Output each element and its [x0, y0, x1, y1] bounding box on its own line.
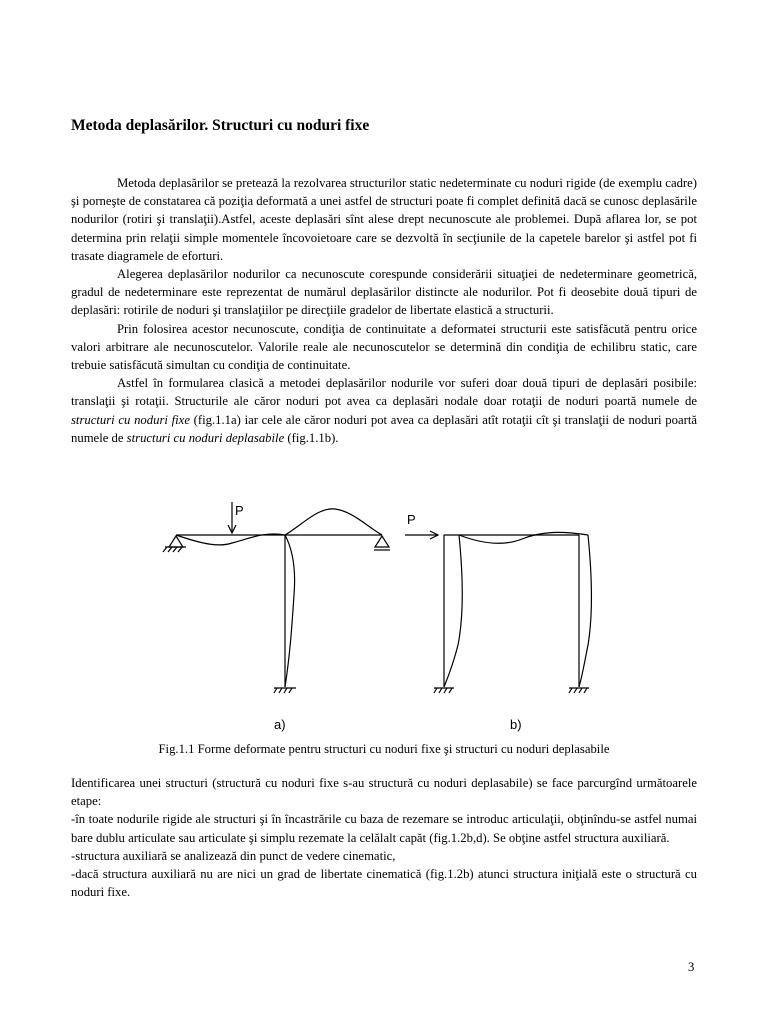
frame-b: [405, 531, 591, 693]
deformed-right-column-b: [579, 535, 591, 687]
deformed-left-column-b: [444, 535, 462, 687]
list-item: -în toate nodurile rigide ale structuri şi în încastrările cu baza de rezemare se introduc articulaţii, obţinîndu-se astfel numai bare dublu articulate sau articulate şi simplu rezemate la celălalt capăt (fig.1.2b,d). Se obţine astfel structura auxiliară.: [71, 812, 697, 845]
frame-a: [163, 502, 390, 693]
paragraph: Alegerea deplasărilor nodurilor ca necunoscute corespunde considerării situaţiei de nedeterminare geometrică, gradul de nedeterminare este reprezentat de numărul deplasărilor distincte ale nodurilor. Pot fi deosebite două tipuri de deplasări: rotirile de noduri şi translaţiilor pe direcţiile gradelor de libertate elastică a structurii.: [71, 267, 697, 318]
paragraph: Metoda deplasărilor se pretează la rezolvarea structurilor static nedeterminate cu noduri rigide (de exemplu cadre) şi porneşte de constatarea că poziţia deformată a unei astfel de structuri poate fi complet definită dacă se cunosc deplasările nodurilor (rotiri şi translaţii).Astfel, aceste deplasări sînt alese drept necunoscute ale problemei. După aflarea lor, se pot determina prin relaţii simple momentele încovoietoare care se dezvoltă în secţiunile de la capetele barelor şi astfel pot fi trasate diagramele de eforturi.: [71, 176, 697, 263]
intro-text: [71, 174, 697, 447]
figure-1-1: [150, 495, 630, 735]
load-label-a: P: [235, 503, 244, 518]
paragraph: Identificarea unei structuri (structură cu noduri fixe s-au structură cu noduri deplasabile) se face parcurgînd următoarele etape:: [71, 776, 697, 809]
deformed-column-a: [285, 535, 295, 687]
subfigure-label-b: b): [510, 717, 522, 732]
pin-support-left: [169, 536, 183, 547]
page-number: 3: [688, 960, 695, 974]
roller-support-right: [375, 536, 389, 547]
text-run: Astfel în formularea clasică a metodei deplasărilor nodurile vor suferi doar două tipuri de deplasări posibile: translaţii şi rotaţii. Structurile ale căror noduri pot avea ca deplasări nodale doar rotaţii de noduri poartă numele de: [71, 376, 697, 409]
paragraph-classic-formulation: [71, 374, 697, 447]
deformed-beam-b: [459, 532, 588, 543]
deformed-beam-a: [176, 509, 382, 545]
paragraph: Prin folosirea acestor necunoscute, condiţia de continuitate a deformatei structurii este satisfăcută pentru orice valori arbitrare ale necunoscutelor. Valorile reale ale necunoscutelor se determină din condiţia de echilibru static, care trebuie satisfăcută simultan cu condiţia de continuitate.: [71, 321, 697, 373]
text-run: (fig.1.1a) iar cele ale căror noduri pot avea ca deplasări atît rotaţii cît şi translaţii de noduri poartă numele de: [71, 412, 697, 445]
list-item: -structura auxiliară se analizează din punct de vedere cinematic,: [71, 848, 396, 863]
term-sway-nodes: structuri cu noduri deplasabile: [126, 430, 285, 445]
subfigure-label-a: a): [274, 717, 286, 732]
section-title: Metoda deplasărilor. Structuri cu noduri fixe: [71, 117, 370, 134]
text-run: (fig.1.1b).: [284, 430, 339, 445]
identification-steps: [71, 774, 697, 901]
figure-caption: Fig.1.1 Forme deformate pentru structuri cu noduri fixe şi structuri cu noduri deplasabile: [158, 742, 610, 756]
frame-diagrams: [150, 495, 630, 735]
load-label-b: P: [407, 512, 416, 527]
term-fixed-nodes: structuri cu noduri fixe: [71, 412, 190, 427]
list-item: -dacă structura auxiliară nu are nici un grad de libertate cinematică (fig.1.2b) atunci structura iniţială este o structură cu noduri fixe.: [71, 867, 697, 900]
